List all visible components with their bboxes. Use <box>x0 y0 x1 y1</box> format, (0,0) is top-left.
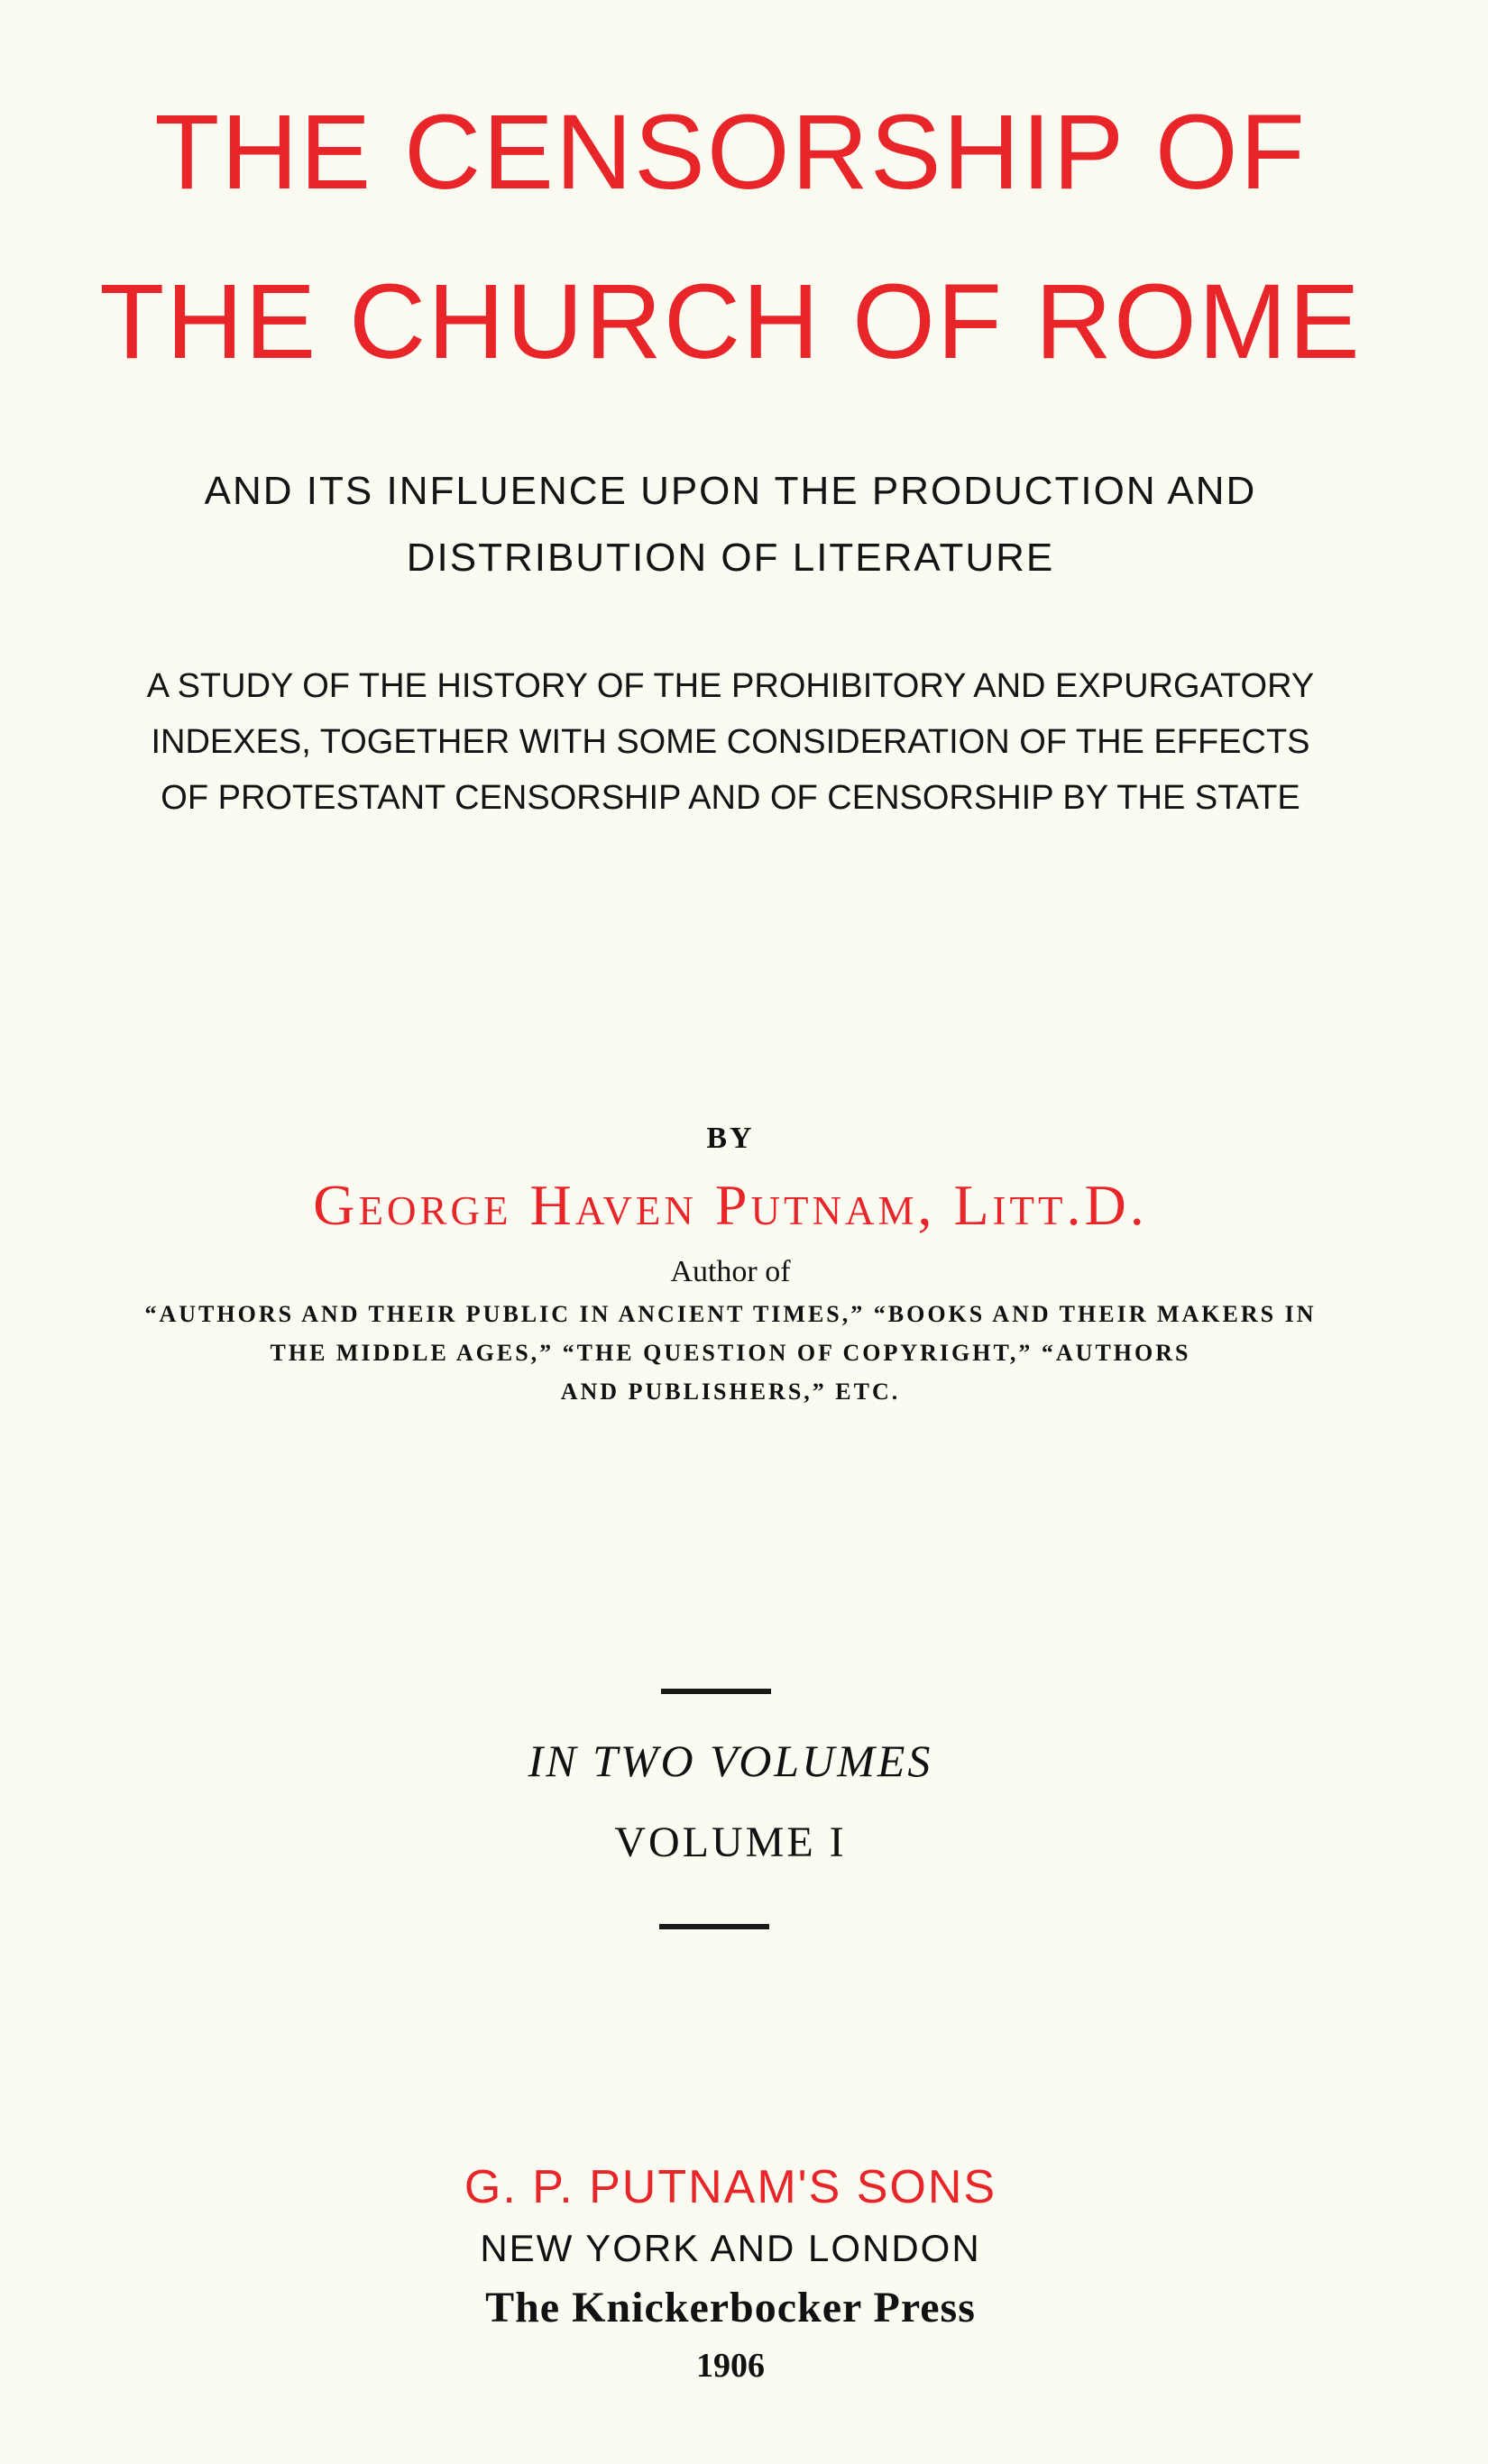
by-label: BY <box>706 1122 755 1155</box>
publisher-cities: NEW YORK AND LONDON <box>480 2227 981 2269</box>
volume-set-label: IN TWO VOLUMES <box>528 1736 933 1786</box>
other-works-line-2: THE MIDDLE AGES,” “THE QUESTION OF COPYRIGHT,” “AUTHORS <box>270 1340 1191 1366</box>
subtitle <box>90 458 1371 591</box>
press-name: The Knickerbocker Press <box>485 2284 976 2331</box>
study-line-1: A STUDY OF THE HISTORY OF THE PROHIBITORY AND EXPURGATORY <box>146 667 1315 705</box>
divider-rule-top <box>661 1689 771 1694</box>
divider-rule-bottom <box>659 1924 769 1929</box>
study-line-2: INDEXES, TOGETHER WITH SOME CONSIDERATION OF THE EFFECTS <box>151 723 1310 761</box>
volume-number: VOLUME I <box>614 1818 847 1866</box>
study-description <box>90 658 1371 826</box>
other-works <box>90 1295 1371 1411</box>
book-title-line-2: THE CHURCH OF ROME <box>99 262 1362 381</box>
publication-year: 1906 <box>696 2347 765 2385</box>
other-works-line-3: AND PUBLISHERS,” ETC. <box>560 1379 901 1405</box>
subtitle-line-1: AND ITS INFLUENCE UPON THE PRODUCTION AND <box>204 469 1257 513</box>
subtitle-line-2: DISTRIBUTION OF LITERATURE <box>406 536 1055 580</box>
book-title-line-1: THE CENSORSHIP OF <box>154 93 1307 212</box>
author-name: George Haven Putnam, Litt.D. <box>313 1173 1148 1237</box>
publisher-name: G. P. PUTNAM'S SONS <box>464 2161 997 2213</box>
study-line-3: OF PROTESTANT CENSORSHIP AND OF CENSORSHIP BY THE STATE <box>161 779 1300 817</box>
other-works-line-1: “AUTHORS AND THEIR PUBLIC IN ANCIENT TIMES,” “BOOKS AND THEIR MAKERS IN <box>144 1301 1317 1327</box>
author-of-label: Author of <box>670 1255 791 1288</box>
